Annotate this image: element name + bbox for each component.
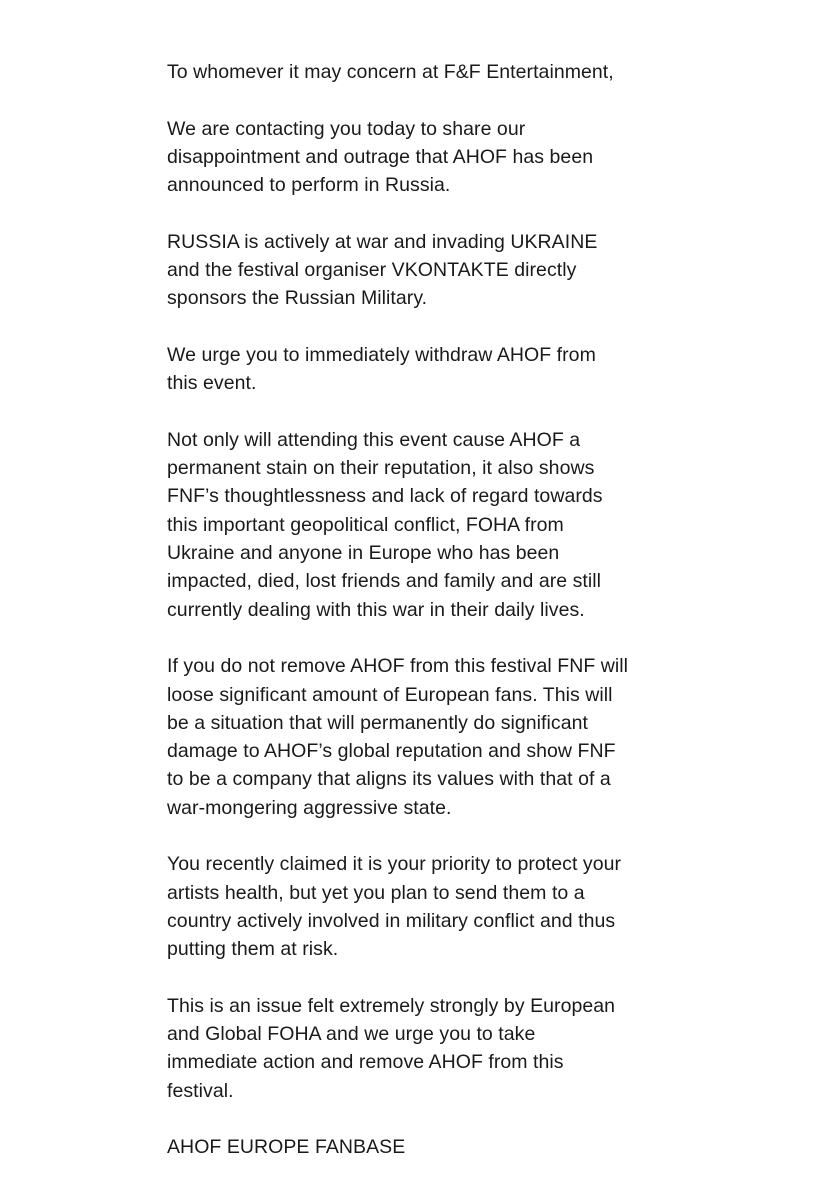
paragraph-1 <box>167 115 687 200</box>
paragraph-line: loose significant amount of European fans. This will <box>167 683 613 706</box>
paragraph-7 <box>167 992 687 1105</box>
paragraph-line: currently dealing with this war in their daily lives. <box>167 598 585 621</box>
paragraph-line: This is an issue felt extremely strongly by European <box>167 994 616 1017</box>
paragraph-line: war-mongering aggressive state. <box>167 796 452 819</box>
paragraph-3 <box>167 341 687 398</box>
paragraph-line: impacted, died, lost friends and family and are still <box>167 570 602 593</box>
paragraph-line: If you do not remove AHOF from this festival FNF will <box>167 655 629 678</box>
paragraph-line: putting them at risk. <box>167 938 339 961</box>
signature <box>167 1133 687 1161</box>
salutation-line: To whomever it may concern at F&F Entertainment, <box>167 61 614 83</box>
paragraph-line: FNF’s thoughtlessness and lack of regard towards <box>167 485 603 508</box>
paragraph-line: permanent stain on their reputation, it also shows <box>167 457 595 480</box>
paragraph-6 <box>167 850 687 963</box>
paragraph-line: RUSSIA is actively at war and invading UKRAINE <box>167 230 598 253</box>
paragraph-2 <box>167 228 687 313</box>
paragraph-line: country actively involved in military conflict and thus <box>167 909 616 932</box>
paragraph-line: this important geopolitical conflict, FOHA from <box>167 513 564 536</box>
paragraph-line: We urge you to immediately withdraw AHOF from <box>167 343 596 366</box>
paragraph-line: and Global FOHA and we urge you to take <box>167 1023 536 1046</box>
paragraph-line: Not only will attending this event cause AHOF a <box>167 428 581 451</box>
paragraph-line: sponsors the Russian Military. <box>167 287 428 310</box>
letter-body <box>167 58 687 1190</box>
paragraph-line: be a situation that will permanently do significant <box>167 711 588 734</box>
paragraph-line: We are contacting you today to share our <box>167 117 526 140</box>
paragraph-line: festival. <box>167 1079 234 1102</box>
paragraph-line: damage to AHOF’s global reputation and show FNF <box>167 740 616 763</box>
paragraph-line: disappointment and outrage that AHOF has been <box>167 145 594 168</box>
paragraph-line: to be a company that aligns its values with that of a <box>167 768 611 791</box>
paragraph-line: immediate action and remove AHOF from this <box>167 1051 564 1074</box>
paragraph-line: announced to perform in Russia. <box>167 174 451 197</box>
paragraph-line: and the festival organiser VKONTAKTE directly <box>167 259 577 282</box>
salutation <box>167 58 687 86</box>
paragraph-line: this event. <box>167 372 257 395</box>
paragraph-4 <box>167 426 687 624</box>
paragraph-line: Ukraine and anyone in Europe who has been <box>167 542 560 565</box>
paragraph-line: You recently claimed it is your priority to protect your <box>167 853 622 876</box>
paragraph-5 <box>167 652 687 822</box>
paragraph-line: artists health, but yet you plan to send them to a <box>167 881 585 904</box>
signature-line: AHOF EUROPE FANBASE <box>167 1136 406 1159</box>
